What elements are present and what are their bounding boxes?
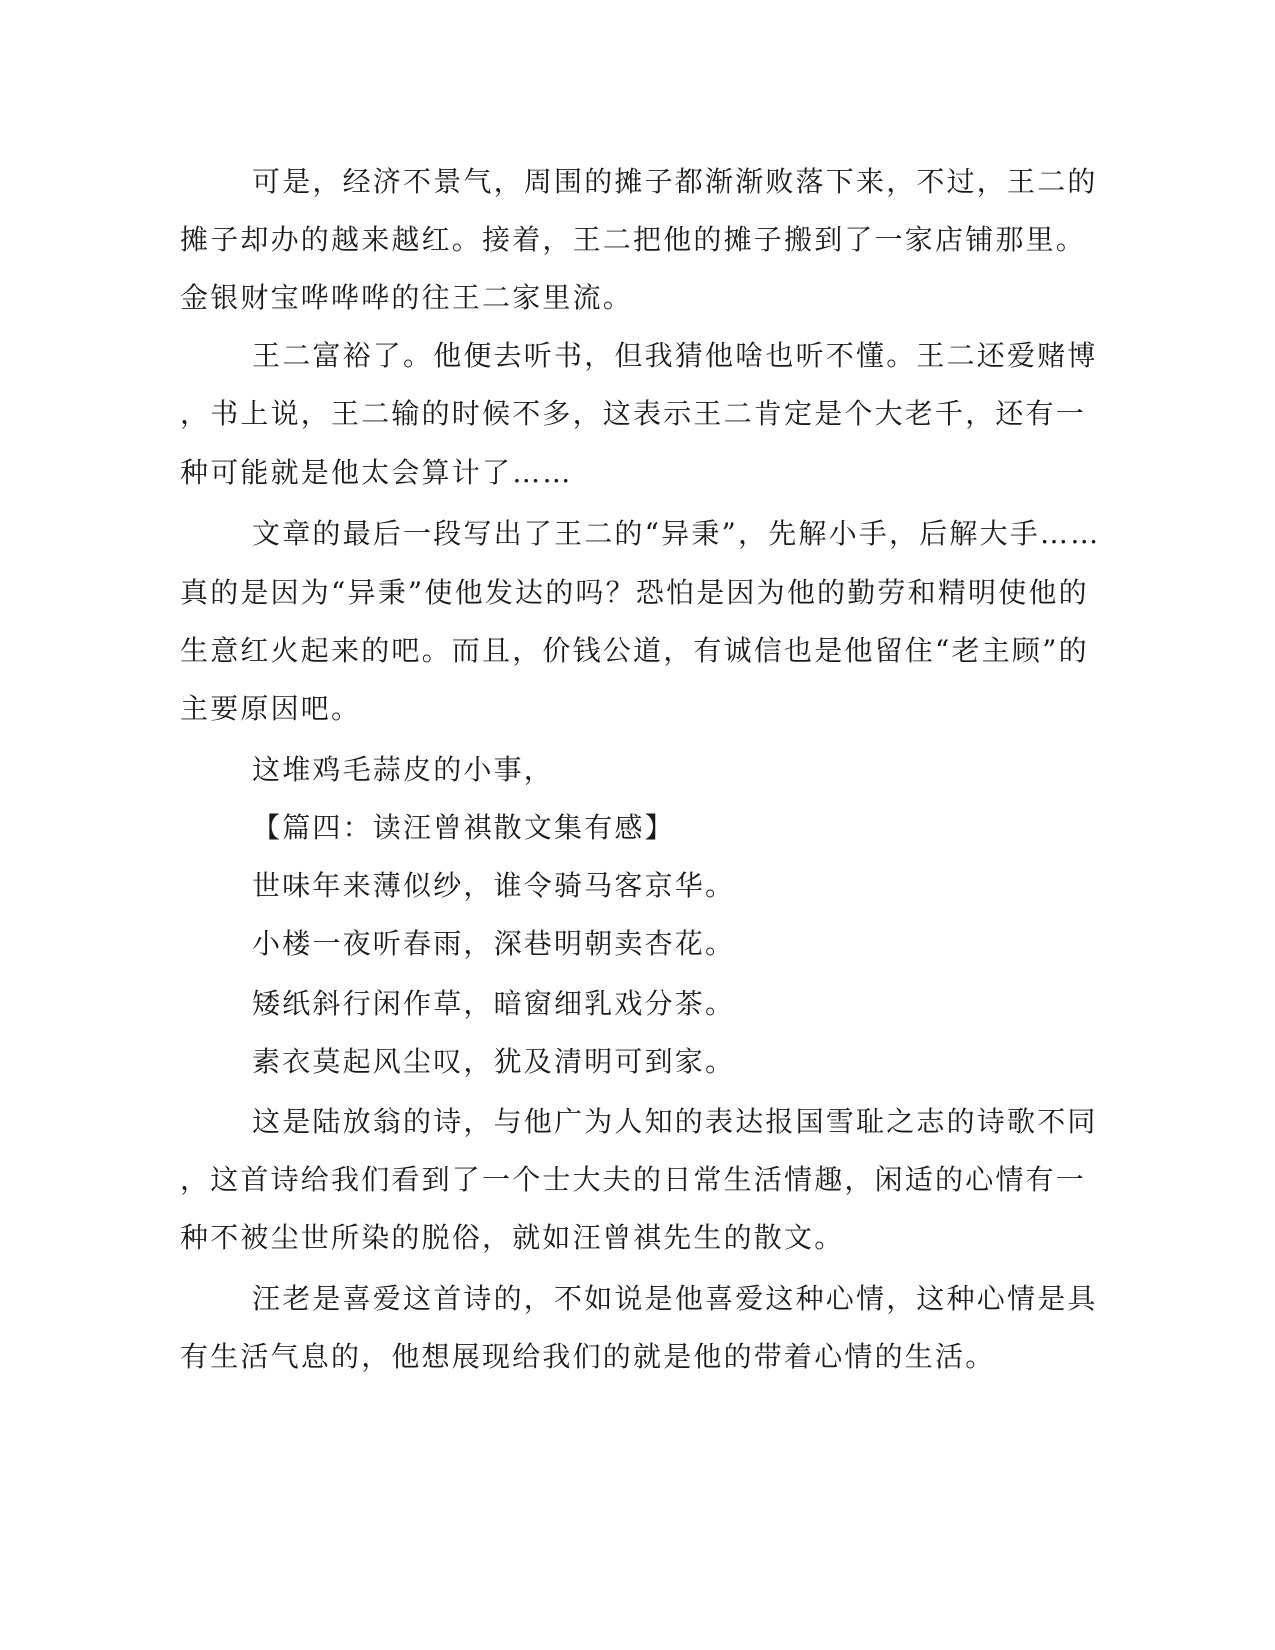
paragraph-3-line-2: 真的是因为“异秉”使他发达的吗？恐怕是因为他的勤劳和精明使他的 [180,576,1089,609]
paragraph-6-line-2: 有生活气息的，他想展现给我们的就是他的带着心情的生活。 [180,1340,996,1373]
paragraph-5-line-1: 这是陆放翁的诗，与他广为人知的表达报国雪耻之志的诗歌不同 [252,1105,1098,1138]
paragraph-4-line-1: 这堆鸡毛蒜皮的小事， [252,753,555,786]
paragraph-1-line-1: 可是，经济不景气，周围的摊子都渐渐败落下来，不过，王二的 [252,165,1098,198]
paragraph-3-line-3: 生意红火起来的吧。而且，价钱公道，有诚信也是他留住“老主顾”的 [180,634,1089,667]
poem-line-1: 世味年来薄似纱，谁令骑马客京华。 [252,869,736,902]
paragraph-5-line-2: ，这首诗给我们看到了一个士大夫的日常生活情趣，闲适的心情有一 [180,1163,1087,1196]
paragraph-6-line-1: 汪老是喜爱这首诗的，不如说是他喜爱这种心情，这种心情是具 [252,1282,1098,1315]
paragraph-2-line-2: ，书上说，王二输的时候不多，这表示王二肯定是个大老千，还有一 [180,397,1087,430]
paragraph-1-line-3: 金银财宝哗哗哗的往王二家里流。 [180,281,634,314]
paragraph-5-line-3: 种不被尘世所染的脱俗，就如汪曾祺先生的散文。 [180,1221,845,1254]
poem-line-4: 素衣莫起风尘叹，犹及清明可到家。 [252,1045,736,1078]
poem-line-3: 矮纸斜行闲作草，暗窗细乳戏分茶。 [252,987,736,1020]
paragraph-3-line-4: 主要原因吧。 [180,692,362,725]
paragraph-2-line-3: 种可能就是他太会算计了…… [180,456,573,489]
poem-line-2: 小楼一夜听春雨，深巷明朝卖杏花。 [252,927,736,960]
paragraph-3-line-1: 文章的最后一段写出了王二的“异秉”，先解小手，后解大手…… [252,517,1101,550]
paragraph-1-line-2: 摊子却办的越来越红。接着，王二把他的摊子搬到了一家店铺那里。 [180,223,1087,256]
paragraph-2-line-1: 王二富裕了。他便去听书，但我猜他啥也听不懂。王二还爱赌博 [252,339,1098,372]
section-heading: 【篇四：读汪曾祺散文集有感】 [252,811,675,844]
